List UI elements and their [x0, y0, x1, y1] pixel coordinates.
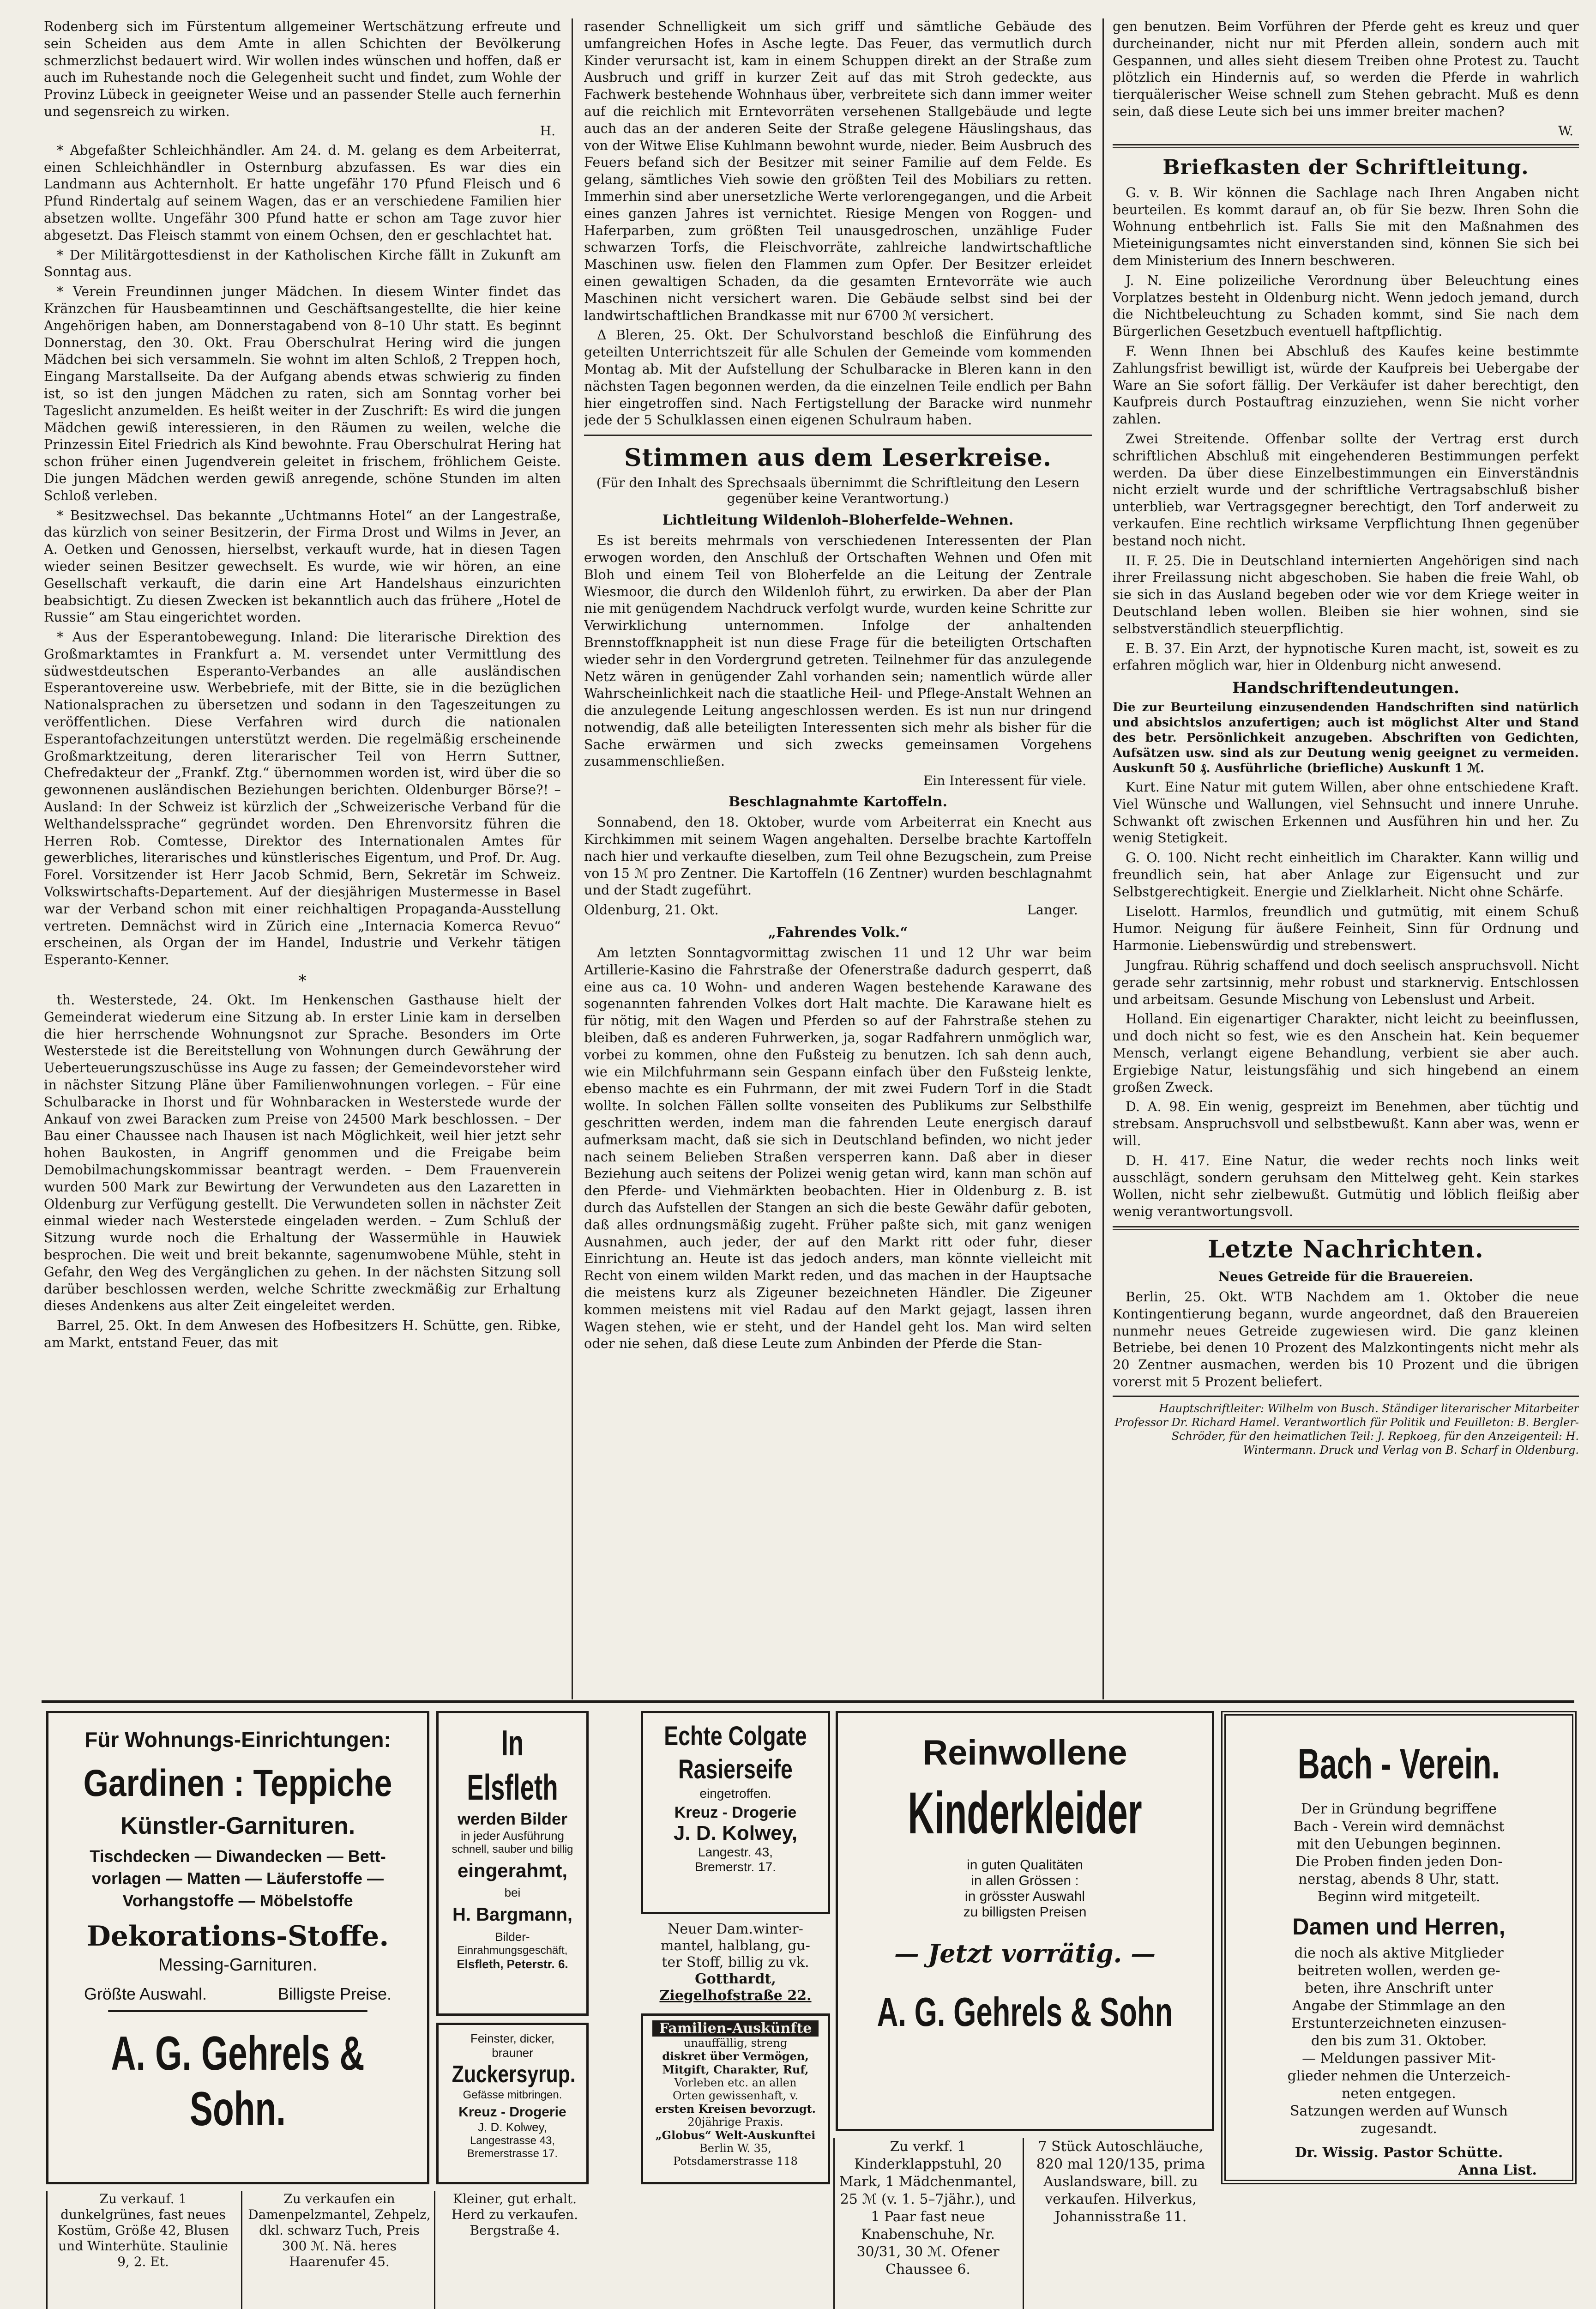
classified-kinderklappstuhl: Zu verkf. 1 Kinderklappstuhl, 20 Mark, 1 Mädchenmantel, 25 ℳ (v. 1. 5–7jähr.), und 1 Paar fast neue Knabenschuhe, Nr. 30/31, 30 ℳ. Ofener Chaussee 6.: [839, 2139, 1017, 2278]
ad-line: Anna List.: [1458, 2162, 1537, 2178]
briefkasten-item: F. Wenn Ihnen bei Abschluß des Kaufes keine bestimmte Zahlungsfrist bewilligt ist, würde der Kaufpreis bei Uebergabe der Ware an Sie sofort fällig. Der Verkäufer ist daher berechtigt, den Kaufpreis durch Postauftrag einzuziehen, wenn Sie nicht vorher zahlen.: [1113, 343, 1579, 427]
ad-line: Ziegelhofstraße 22.: [659, 1988, 812, 2004]
heading-leserkreise: Stimmen aus dem Leserkreise.: [624, 444, 1052, 472]
ad-line: Billigste Preise.: [277, 1984, 392, 2003]
ad-line: Kreuz - Drogerie: [674, 1804, 797, 1821]
ad-bach-verein: [1221, 1711, 1577, 2184]
ad-line: H. Bargmann,: [452, 1904, 573, 1925]
ad-line: in allen Grössen :: [971, 1873, 1079, 1888]
ad-line: Gotthardt,: [695, 1971, 776, 1987]
ad-line: unauffällig, streng: [683, 2037, 788, 2049]
handschrift-item: Jungfrau. Rührig schaffend und doch seelisch anspruchsvoll. Nicht gerade sehr zartsinnig, mehr robust und starknervig. Entschlossen und arbeitsam. Gesunde Mischung von Lebenslust und Arbeit.: [1113, 958, 1579, 1007]
letter-signature-2: Langer.: [1027, 902, 1078, 918]
ad-line: Größte Auswahl.: [84, 1984, 207, 2003]
article-verein-freundinnen: * Verein Freundinnen junger Mädchen. In diesem Winter findet das Kränzchen für Hausbeamtinnen und Geschäftsangestellte, die hier keine Angehörigen haben, am Donnerstagabend von 8–10 Uhr statt. Es beginnt Donnerstag, den 30. Okt. Frau Oberschulrat Hering wird die jungen Mädchen bei sich versammeln. Sie wohnt im alten Schloß, 2 Treppen hoch, Eingang Marstallseite. Da der Aufgang abends etwas schwierig zu finden ist, so ist den jungen Mädchen zu raten, sich am Sonntag vorher bei Tageslicht anzumelden. Es heißt weiter in der Zuschrift: Es wird die jungen Mädchen gewiß interessieren, in den Räumen zu weilen, welche die Prinzessin Eitel Friedrich als Kind bewohnte. Frau Oberschulrat Hering hat schon früher einen Jugendverein geleitet in frischem, fröhlichem Geiste. Die jungen Mädchen werden gewiß anregende, schöne Stunden im alten Schloß verleben.: [44, 284, 561, 503]
letter-title-fahrendes-volk: „Fahrendes Volk.“: [768, 925, 908, 941]
ad-line: bei: [504, 1886, 521, 1899]
ad-line: Dekorations-Stoffe.: [86, 1920, 389, 1952]
ad-line: J. D. Kolwey,: [478, 2120, 547, 2134]
ad-line: Elsfleth, Peterstr. 6.: [457, 1957, 568, 1971]
ad-line: — Meldungen passiver Mit-: [1302, 2050, 1496, 2067]
column-2: [584, 18, 1092, 1699]
article-barrel: Barrel, 25. Okt. In dem Anwesen des Hofbesitzers H. Schütte, gen. Ribke, am Markt, entstand Feuer, das mit: [44, 1318, 561, 1350]
ad-line: in jeder Ausführung: [460, 1829, 565, 1843]
letter-fahrendes-volk-cont: gen benutzen. Beim Vorführen der Pferde geht es kreuz und quer durcheinander, nicht nur mit Pferden allein, sondern auch mit Gespannen, und alles sieht diesem Treiben ohne Protest zu. Taucht plötzlich ein Hindernis auf, so werden die Pferde in wahrlich tierquälerischer Weise schnell zum Stehen gebracht. Muß es denn sein, daß diese Leute sich bei uns immer breiter machen?: [1113, 19, 1579, 119]
ad-line: Reinwollene: [922, 1733, 1127, 1772]
ad-gehrels-kinderkleider: [836, 1711, 1214, 2131]
ad-gehrels-gardinen: [46, 1711, 429, 2184]
classified-rule: [833, 2138, 835, 2309]
ad-line: Zuckersyrup.: [452, 2061, 576, 2088]
ad-line: Bremerstr. 17.: [695, 1860, 776, 1874]
briefkasten-item: E. B. 37. Ein Arzt, der hypnotische Kuren macht, ist, soweit es zu erfahren möglich war, hier in Oldenburg nicht anwesend.: [1113, 641, 1579, 673]
article-berlin: Berlin, 25. Okt. WTB Nachdem am 1. Oktober die neue Kontingentierung begann, wurde angeordnet, daß den Brauereien nunmehr neues Getreide zugewiesen wird. Die ganz kleinen Betriebe, bei denen 10 Prozent des Malzkontingents nicht mehr als 20 Zentner ausmachen, werden bis 10 Prozent und die übrigen vorerst mit 5 Prozent beliefert.: [1113, 1289, 1579, 1390]
briefkasten-item: J. N. Eine polizeiliche Verordnung über Beleuchtung eines Vorplatzes besteht in Oldenburg nicht. Wenn jedoch jemand, durch die Nichtbeleuchtung zu Schaden kommt, sind Sie nach dem Bürgerlichen Gesetzbuch eventuell haftpflichtig.: [1113, 272, 1579, 339]
ad-line: neten entgegen.: [1342, 2085, 1456, 2102]
handschrift-item: D. A. 98. Ein wenig, gespreizt im Benehmen, aber tüchtig und strebsam. Anspruchsvoll und selbstbewußt. Kann aber was, wenn er will.: [1113, 1099, 1579, 1149]
article-rodenberg: Rodenberg sich im Fürstentum allgemeiner Wertschätzung erfreute und sein Scheiden aus dem Amte in allen Schichten der Bevölkerung schmerzlichst bedauert wird. Wir wollen indes wünschen und hoffen, daß er auch im Ruhestande noch die Gelegenheit sucht und findet, zum Wohle der Provinz Lübeck in geeigneter Weise und an passender Stelle auch fernerhin und segensreich zu wirken.: [44, 19, 561, 119]
ad-brand: A. G. Gehrels & Sohn: [877, 1989, 1173, 2035]
handschrift-item: D. H. 417. Eine Natur, die weder rechts noch links weit ausschlägt, sondern geruhsam den Mittelweg geht. Kein starkes Wollen, nicht sehr zielbewußt. Gutmütig und löblich fleißig aber wenig verantwortungsvoll.: [1113, 1153, 1579, 1220]
ad-line: die noch als aktive Mitglieder: [1294, 1945, 1504, 1961]
ad-line: Kinderkleider: [908, 1780, 1142, 1846]
ad-line: Messing-Garnituren.: [158, 1955, 318, 1975]
classified-herd: Kleiner, gut erhalt. Herd zu verkaufen. Bergstraße 4.: [451, 2191, 578, 2238]
heading-handschrift: Handschriftendeutungen.: [1232, 679, 1459, 698]
letter-signature-1: Ein Interessent für viele.: [923, 773, 1086, 789]
ad-line: zugesandt.: [1361, 2121, 1437, 2137]
briefkasten-item: Zwei Streitende. Offenbar sollte der Vertrag erst durch schriftlichen Abschluß mit eingehenderen Bestimmungen perfekt werden. Da über diese Einzelbestimmungen ein Einverständnis nicht erzielt wurde und der schriftliche Vertragsabschluß bisher unterblieb, war Vertragsgegner berechtigt, den Torf anderweit zu verkaufen. Eine rechtlich wirksame Verpflichtung Ihnen gegenüber bestand noch nicht.: [1113, 431, 1579, 549]
letter-kartoffeln: Sonnabend, den 18. Oktober, wurde vom Arbeiterrat ein Knecht aus Kirchkimmen mit seinem Wagen angehalten. Derselbe brachte Kartoffeln nach hier und verkaufte dieselben, zum Teil ohne Bezugschein, zum Preise von 15 ℳ pro Zentner. Die Kartoffeln (16 Zentner) wurden beschlagnahmt und der Stadt zugeführt.: [584, 815, 1092, 898]
ad-line: Vorleben etc. an allen: [674, 2076, 797, 2089]
ad-zuckersyrup: [436, 2023, 589, 2184]
briefkasten-item: G. v. B. Wir können die Sachlage nach Ihren Angaben nicht beurteilen. Es kommt darauf an, ob für Sie bezw. Ihren Sohn die Wohnung entbehrlich ist. Falls Sie mit den Maßnahmen des Mieteinigungsamtes nicht einverstanden sind, können Sie sich bei dem Ministerium des Innern beschweren.: [1113, 185, 1579, 268]
ad-line: Rasierseife: [678, 1754, 793, 1784]
letter-fahrendes-volk: Am letzten Sonntagvormittag zwischen 11 und 12 Uhr war beim Artillerie-Kasino die Fahrstraße der Ofenerstraße dadurch gesperrt, daß eine aus ca. 10 Wohn- und anderen Wagen bestehende Karawane des sogenannten fahrenden Volkes dort Halt machte. Die Karawane hielt es für nötig, mit den Wagen und Pferden so auf der Fahrstraße stehen zu bleiben, daß es anderen Fuhrwerken, ja, sogar Radfahrern unmöglich war, vorbei zu kommen, ohne den Fußsteig zu benutzen. Ich sah denn auch, wie ein Milchfuhrmann sein Gespann einfach über den Fußsteig lenkte, ebenso machte es ein Fuhrmann, der mit zwei Fudern Torf in die Stadt wollte. In solchen Fällen sollte vonseiten des Publikums zur Selbsthilfe geschritten werden, indem man die fahrenden Leute energisch darauf aufmerksam macht, daß sie sich in Deutschland befinden, wo nicht jeder nach seinem Belieben Straßen versperren kann. Daß aber in dieser Beziehung auch seitens der Polizei wenig getan wird, kann man schön auf den Pferde- und Viehmärkten beobachten. Hier in Oldenburg z. B. ist durch das Aufstellen der Stangen an sich die beste Gewähr dafür geboten, daß alles ordnungsmäßig zugeht. Früher paßte sich, mit ganz wenigen Ausnahmen, auch jeder, der auf den Markt ritt oder fuhr, dieser Einrichtung an. Heute ist das jedoch anders, man könnte vielleicht mit Recht von einem wilden Markt reden, und das machen in der Hauptsache die meistens kurz als Zigeuner bezeichneten Händler. Die Zigeuner kommen meistens mit viel Radau auf den Markt gejagt, lassen ihren Wagen stehen, wie er steht, und der Handel geht los. Man wird selten oder nie sehen, daß diese Leute zum Anbinden der Pferde die Stan-: [584, 945, 1092, 1352]
ad-line: ersten Kreisen bevorzugt.: [655, 2102, 816, 2116]
impressum: Hauptschriftleiter: Wilhelm von Busch. Ständiger literarischer Mitarbeiter Professor Dr. Richard Hamel. Verantwortlich für Politik und Feuilleton: B. Bergler-Schröder, für den heimatlichen Teil: J. Repkoeg, für den Anzeigenteil: H. Wintermann. Druck und Verlag von B. Scharf in Oldenburg.: [1114, 1402, 1579, 1457]
ad-line: Berlin W. 35,: [699, 2142, 771, 2155]
classified-rule: [46, 2191, 48, 2309]
classified-kostuem: Zu verkauf. 1 dunkelgrünes, fast neues Kostüm, Größe 42, Blusen und Winterhüte. Staulinie 9, 2. Et.: [57, 2191, 229, 2269]
letter-place-text: Oldenburg, 21. Okt.: [584, 902, 719, 918]
ad-line: Gardinen : Teppiche: [83, 1762, 392, 1804]
column-rule: [572, 18, 573, 1699]
ad-line: Echte Colgate: [664, 1721, 807, 1751]
ad-line: Angabe der Stimmlage an den: [1292, 1998, 1506, 2014]
ad-line: mit den Uebungen beginnen.: [1296, 1836, 1501, 1852]
section-rule: [1113, 1226, 1579, 1230]
ad-line: diskret über Vermögen,: [662, 2049, 809, 2063]
ad-line: — Jetzt vorrätig. —: [894, 1939, 1156, 1968]
ad-globus-auskunftei: [641, 2013, 830, 2184]
ad-line: ter Stoff, billig zu vk.: [662, 1954, 809, 1971]
heading-briefkasten: Briefkasten der Schriftleitung.: [1162, 155, 1529, 179]
ad-line: Tischdecken — Diwandecken — Bett-: [90, 1847, 386, 1866]
briefkasten-item: II. F. 25. Die in Deutschland internierten Angehörigen sind nach ihrer Freilassung nicht abgeschoben. Sie haben die freie Wahl, ob sie sich in das Ausland begeben oder wie vor dem Kriege weiter in Deutschland leben wollen. Bleiben sie hier wohnen, sind sie selbstverständlich steuerpflichtig.: [1113, 553, 1579, 636]
article-militaergottesdienst: * Der Militärgottesdienst in der Katholischen Kirche fällt in Zukunft am Sonntag aus.: [44, 247, 561, 280]
ad-line: Künstler-Garnituren.: [120, 1813, 355, 1839]
ad-wintermantel: [641, 1921, 830, 2009]
ad-bach-text: [1242, 1801, 1555, 2179]
letter-lichtleitung: Es ist bereits mehrmals von verschiedenen Interessenten der Plan erwogen worden, den Anschluß der Ortschaften Wehnen und Ofen mit Bloh und einem Teil von Bloherfelde an die Leitung der Zentrale Wiesmoor, die durch den Wildenloh führt, zu erwirken. Da aber der Plan nie mit genügendem Nachdruck verfolgt wurde, wurden keine Schritte zur Verwirklichung unternommen. Infolge der anhaltenden Brennstoffknappheit ist nun diese Frage für die beteiligten Ortschaften wieder sehr in den Vordergrund getreten. Teilnehmer für das anzulegende Netz wären in genügender Zahl vorhanden sein; namentlich würde aller Wahrscheinlichkeit nach die staatliche Heil- und Pflege-Anstalt Wehnen an die anzulegende Leitung angeschlossen werden. Es ist nun nur dringend notwendig, daß alle beteiligten Interessenten sich mehr als bisher für die Sache erwärmen und sich zwecks gemeinsamen Vorgehens zusammenschließen.: [584, 533, 1092, 769]
ad-line: Dr. Wissig. Pastor Schütte.: [1295, 2145, 1503, 2161]
ad-line: Damen und Herren,: [1292, 1914, 1506, 1940]
handschrift-item: G. O. 100. Nicht recht einheitlich im Charakter. Kann willig und freundlich sein, hat aber Anlage zur Eigensucht und zur Selbstgerechtigkeit. Energie und Zielklarheit. Nicht ohne Schärfe.: [1113, 850, 1579, 900]
ad-line: Bach - Verein wird demnächst: [1293, 1819, 1505, 1835]
ad-line: Bach - Verein.: [1297, 1741, 1500, 1788]
ad-line: beten, ihre Anschrift unter: [1305, 1980, 1493, 1996]
ad-row: [48, 1984, 427, 2004]
ad-line: Langestr. 43,: [698, 1845, 773, 1859]
letter-title-lichtleitung: Lichtleitung Wildenloh–Bloherfelde–Wehnen.: [662, 512, 1014, 529]
handschrift-item: Holland. Ein eigenartiger Charakter, nicht leicht zu beeinflussen, und doch nicht so fest, wie es den Anschein hat. Kein bequemer Mensch, verlangt eigene Behandlung, verbient sie aber auch. Ergiebige Natur, leistungsfähig und sich hingebend an einem großen Zweck.: [1113, 1011, 1579, 1095]
ad-line: Gefässe mitbringen.: [463, 2089, 562, 2101]
handschrift-item: Kurt. Eine Natur mit gutem Willen, aber ohne entschiedene Kraft. Viel Wünsche und Wallungen, viel Sehnsucht und innere Unruhe. Schwankt oft zwischen Erkennen und Ausführen hin und her. Zu wenig Stetigkeit.: [1113, 780, 1579, 846]
ad-line: Potsdamerstrasse 118: [673, 2155, 798, 2168]
column-3: [1113, 18, 1579, 1699]
signature-w: W.: [1558, 123, 1573, 139]
classified-autoschlaeuche: 7 Stück Autoschläuche, 820 mal 120/135, prima Auslandsware, bill. zu verkaufen. Hilverkus, Johannisstraße 11.: [1036, 2139, 1205, 2225]
article-esperanto: * Aus der Esperantobewegung. Inland: Die literarische Direktion des Großmarktamtes in Frankfurt a. M. versendet unter Vermittlung des südwestdeutschen Esperanto-Verbandes an alle ausländischen Esperantovereine usw. Werbebriefe, mit der Bitte, sie in die bezüglichen Nationalsprachen zu übersetzen und sodann in den Tageszeitungen zu veröffentlichen. Diese Verfahren wird durch die nationalen Esperantofachzeitungen unterstützt werden. Die regelmäßig erscheinende Großmarktzeitung, deren literarischer Teil von Herrn Suttner, Chefredakteur der „Frankf. Ztg.“ übernommen worden ist, wird über die so gewonnenen ausländischen Beziehungen berichten. Oldenburger Börse?! – Ausland: In der Schweiz ist kürzlich der „Schweizerische Verband für die Welthandelssprache“ gegründet worden. Den Ehrenvorsitz führen die Herren Rob. Comtesse, Direktor des Internationalen Amtes für gewerbliches, literarisches und künstlerisches Eigentum, und Prof. Dr. Aug. Forel. Vorsitzender ist Herr Jacob Schmid, Bern, Sekretär im Schweiz. Volkswirtschafts-Departement. Auf der diesjährigen Mustermesse in Basel war der Verband schon mit einer reichhaltigen Propaganda-Ausstellung vertreten. Demnächst wird in Zürich eine „Internacia Komerca Revuo“ erscheinen, als Organ der im Handel, Industrie und Verkehr tätigen Esperanto-Kenner.: [44, 629, 561, 968]
article-besitzwechsel: * Besitzwechsel. Das bekannte „Uchtmanns Hotel“ an der Langestraße, das kürzlich von seiner Besitzerin, der Firma Drost und Wilms in Jever, an A. Oetken und Genossen, hierselbst, verkauft wurde, hat in diesen Tagen wieder seinen Besitzer gewechselt. Es wurde, wie wir hören, an eine Gesellschaft verkauft, die darin eine Art Handelshaus einzurichten beabsichtigt. Zu diesen Zwecken ist bekanntlich auch das frühere „Hotel de Russie“ am Stau eingerichtet worden.: [44, 508, 561, 625]
ad-brand: A. G. Gehrels & Sohn.: [108, 2010, 367, 2137]
ad-line: nerstag, abends 8 Uhr, statt.: [1298, 1871, 1500, 1887]
column-1: [44, 18, 561, 1699]
ad-line: eingetroffen.: [699, 1786, 771, 1801]
section-rule: [584, 435, 1092, 438]
ad-line: „Globus“ Welt-Auskunftei: [655, 2128, 816, 2142]
separator-star: *: [298, 972, 307, 991]
ad-line: Langestrasse 43,: [470, 2134, 555, 2147]
classified-rule: [434, 2191, 435, 2309]
subheading-getreide: Neues Getreide für die Brauereien.: [1218, 1269, 1474, 1285]
ad-line: In Elsfleth: [467, 1723, 558, 1807]
ad-line: zu billigsten Preisen: [963, 1904, 1087, 1920]
ad-line: Einrahmungsgeschäft,: [457, 1944, 568, 1957]
ad-line: beitreten wollen, werden ge-: [1297, 1963, 1500, 1979]
ad-line: vorlagen — Matten — Läuferstoffe —: [91, 1869, 384, 1888]
handschrift-item: Liselott. Harmlos, freundlich und gutmütig, mit einem Schuß Humor. Neigung für äußere Feinheit, Sinn für Ordnung und Harmonie. Liebenswürdig und strebenswert.: [1113, 904, 1579, 954]
ad-line: schnell, sauber und billig: [452, 1843, 573, 1856]
ad-line: werden Bilder: [457, 1809, 568, 1828]
ad-line: Neuer Dam.winter-: [668, 1921, 803, 1937]
ad-line: Mitgift, Charakter, Ruf,: [662, 2063, 809, 2076]
letter-place-2: [584, 902, 1092, 919]
ad-line: Feinster, dicker,: [470, 2031, 555, 2045]
ad-line: J. D. Kolwey,: [673, 1822, 798, 1844]
ad-line: Satzungen werden auf Wunsch: [1290, 2103, 1508, 2119]
ad-colgate: [641, 1711, 830, 1914]
ad-line: Der in Gründung begriffene: [1301, 1801, 1497, 1817]
ad-line: Beginn wird mitgeteilt.: [1317, 1889, 1481, 1905]
column-rule: [1102, 18, 1104, 1699]
signature-h: H.: [540, 123, 555, 139]
ad-line: Vorhangstoffe — Möbelstoffe: [122, 1891, 353, 1910]
ad-line: Für Wohnungs-Einrichtungen:: [84, 1728, 391, 1752]
ad-line: glieder nehmen die Unterzeich-: [1287, 2068, 1511, 2084]
classified-rule: [241, 2191, 242, 2309]
section-rule: [1113, 1396, 1579, 1397]
ad-line: Bremerstrasse 17.: [467, 2147, 558, 2160]
article-barrel-cont: rasender Schnelligkeit um sich griff und sämtliche Gebäude des umfangreichen Hofes in Asche legte. Das Feuer, das vermutlich durch Kinder verursacht ist, kam in einem Schuppen direkt an der Straße zum Ausbruch und griff in kurzer Zeit auf das mit Stroh gedeckte, aus Fachwerk bestehende Wohnhaus über, verbreitete sich dann immer weiter auf die reichlich mit Erntevorräten versehenen Stallgebäude und legte auch das an der anderen Seite der Straße gelegene Häuslingshaus, das von der Witwe Elise Kuhlmann bewohnt wurde, nieder. Beim Ausbruch des Feuers befand sich der Besitzer mit seiner Familie auf dem Felde. Es gelang, sämtliches Vieh sowie den größten Teil des Mobiliars zu retten. Immerhin sind aber unersetzliche Werte verlorengegangen, und die Arbeit eines ganzen Jahres ist vernichtet. Riesige Mengen von Roggen- und Haferparben, zum größten Teil unausgedroschen, unzählige Fuder schwarzen Torfs, die Fleischvorräte, zahlreiche landwirtschaftliche Maschinen usw. fielen den Flammen zum Opfer. Der Besitzer erleidet einen gewaltigen Schaden, da die gesamten Erntevorräte wie auch Maschinen nicht versichert waren. Die Gebäude selbst sind bei der landwirtschaftlichen Brandkasse mit nur 6700 ℳ versichert.: [584, 19, 1092, 323]
ad-line: in grösster Auswahl: [964, 1889, 1085, 1904]
section-rule: [1113, 144, 1579, 148]
ad-line: eingerahmt,: [457, 1860, 568, 1881]
ad-section-rule: [42, 1700, 1574, 1703]
heading-letzte-nachrichten: Letzte Nachrichten.: [1208, 1235, 1484, 1264]
article-westerstede: th. Westerstede, 24. Okt. Im Henkenschen Gasthause hielt der Gemeinderat wiederum eine Sitzung ab. In erster Linie kam in derselben die hier herrschende Wohnungsnot zur Sprache. Besonders im Orte Westerstede ist die Bereitstellung von Wohnungen durch Gewährung der Ueberteuerungszuschüsse ins Auge zu fassen; der Gemeindevorsteher wird in nächster Sitzung Pläne über Familienwohnungen vorlegen. – Für eine Schulbaracke in Ihorst und für Wohnbaracken in Westerstede wurde der Ankauf von zwei Baracken zum Preise von 24500 Mark beschlossen. – Der Bau einer Chaussee nach Ihausen ist nach Möglichkeit, weil hier jetzt sehr hohen Baukosten, in Angriff genommen und die Freigabe beim Demobilmachungskommissar beantragt werden. – Dem Frauenverein wurden 500 Mark zur Bewirtung der Verwundeten aus den Lazaretten in Oldenburg zur Verfügung gestellt. Die Verwundeten sollen in nächster Zeit einmal wieder nach Westerstede eingeladen werden. – Zum Schluß der Sitzung wurde noch die Erhaltung der Wassermühle in Hauwiek besprochen. Die weit und breit bekannte, sagenumwobene Mühle, steht in Gefahr, den Weg des Vergänglichen zu gehen. In der nächsten Sitzung soll darüber beschlossen werden, welche Schritte zweckmäßig zur Erhaltung dieses Andenkens aus alter Zeit eingeleitet werden.: [44, 992, 561, 1314]
ad-line: Orten gewissenhaft, v.: [672, 2089, 799, 2102]
classified-damenpelzmantel: Zu verkaufen ein Damenpelzmantel, Zehpelz, dkl. schwarz Tuch, Preis 300 ℳ. Nä. heres Haarenufer 45.: [248, 2191, 431, 2269]
ad-line: den bis zum 31. Oktober.: [1311, 2033, 1487, 2049]
ad-line: brauner: [492, 2046, 533, 2060]
ad-line: Kreuz - Drogerie: [458, 2104, 566, 2120]
handschrift-intro: Die zur Beurteilung einzusendenden Handschriften sind natürlich und absichtslos anzufertigen; auch ist möglichst Alter und Stand des betr. Persönlichkeit anzugeben. Abschriften von Gedichten, Aufsätzen usw. sind als zur Deutung wenig geeignet zu vermeiden. Auskunft 50 ₰. Ausführliche (briefliche) Auskunft 1 ℳ.: [1113, 701, 1579, 776]
ad-line: 20jährige Praxis.: [687, 2116, 783, 2128]
ad-line: Familien-Auskünfte: [652, 2020, 819, 2037]
ad-line: mantel, halblang, gu-: [661, 1938, 810, 1954]
ad-line: Erstunterzeichneten einzusen-: [1291, 2015, 1506, 2031]
heading-note: (Für den Inhalt des Sprechsaals übernimmt die Schriftleitung den Lesern gegenüber keine Verantwortung.): [596, 475, 1080, 507]
article-schleichhaendler: * Abgefaßter Schleichhändler. Am 24. d. M. gelang es dem Arbeiterrat, einen Schleichhändler in Osternburg abzufassen. Es war dies ein Landmann aus Achternholt. Er hatte ungefähr 170 Pfund Fleisch und 6 Pfund Rindertalg auf seinem Wagen, das er an verschiedene Familien hier absetzen wollte. Ungefähr 300 Pfund hatte er schon am Tage zuvor hier abgesetzt. Das Fleisch stammt von einem Ochsen, den er geschlachtet hat.: [44, 142, 561, 243]
classified-rule: [1023, 2138, 1024, 2309]
letter-title-kartoffeln: Beschlagnahmte Kartoffeln.: [729, 794, 947, 810]
ad-bargmann: [436, 1711, 589, 2016]
article-bleren: Δ Bleren, 25. Okt. Der Schulvorstand beschloß die Einführung des geteilten Unterrichtszeit für alle Schulen der Gemeinde vom kommenden Montag ab. Mit der Aufstellung der Schulbaracke in Bleren kann in den nächsten Tagen begonnen werden, da die einzelnen Teile endlich per Bahn hier eingetroffen sind. Nach Fertigstellung der Baracke wird nunmehr jede der 5 Schulklassen einen eigenen Schulraum haben.: [584, 327, 1092, 428]
ad-line: Die Proben finden jeden Don-: [1295, 1854, 1503, 1870]
ad-line: in guten Qualitäten: [967, 1857, 1083, 1873]
ad-line: Bilder-: [495, 1930, 530, 1944]
